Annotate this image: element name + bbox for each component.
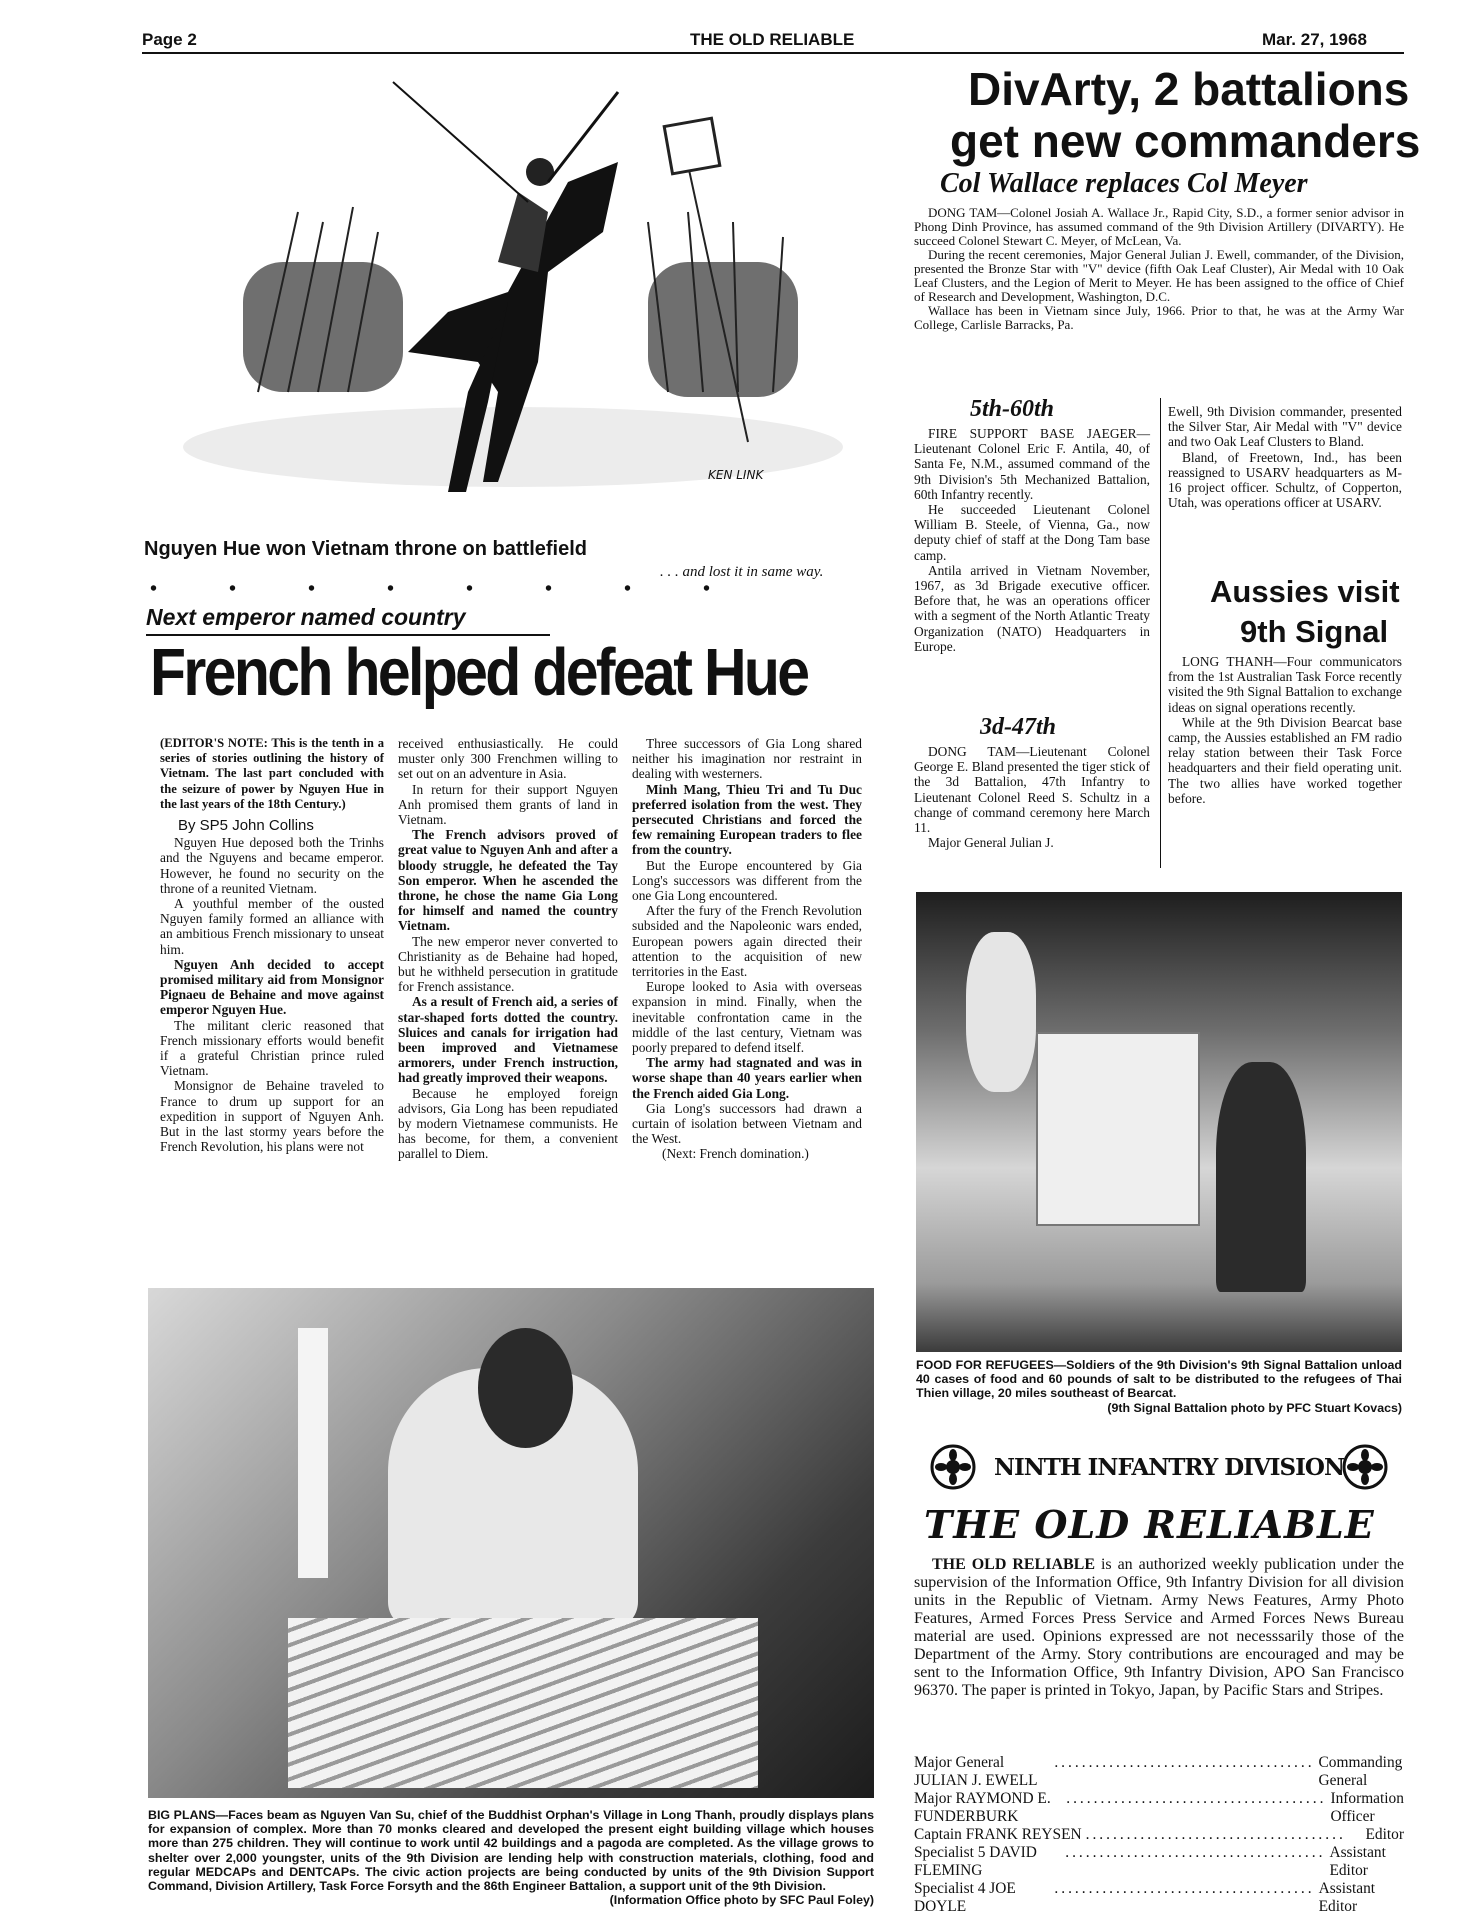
masthead-lead: THE OLD RELIABLE (932, 1556, 1096, 1573)
paper-name: THE OLD RELIABLE (690, 30, 855, 49)
byline: By SP5 John Collins (178, 817, 314, 835)
leader-dots: ...................................... (1054, 1880, 1315, 1897)
big-plans-caption-text: BIG PLANS—Faces beam as Nguyen Van Su, chief of the Buddhist Orphan's Village in Long Thanh, proudly displays plans for expansion of complex. More than 70 monks cleared and developed the present eight building village which houses more than 275 children. They will continue to work until 42 buildings and a pagoda are completed. As the village grows to shelter over 2,000 youngster, units of the 9th Division are lending help with construction materials, clothing, food and regular MEDCAPs and DENTCAPs. The civic action projects are being conducted by units of the 9th Division Support Command, Division Artillery, Task Force Forsyth and the 86th Engineer Battalion, a support unit of the 9th Division. (148, 1808, 874, 1894)
paragraph: While at the 9th Division Bearcat base camp, the Aussies established an FM radio relay station between their Task Force headquarters and their field operating unit. The two allies have worked together before. (1168, 714, 1402, 806)
cartoon-caption-tail: . . . and lost it in same way. (660, 564, 824, 580)
paragraph: The militant cleric reasoned that French missionary efforts would benefit if a grateful Christian prince ruled Vietnam. (160, 1017, 384, 1079)
paragraph: Nguyen Anh decided to accept promised military aid from Monsignor Pignaeu de Behaine and move against emperor Nguyen Hue. (160, 956, 384, 1018)
issue-date: Mar. 27, 1968 (1262, 30, 1367, 49)
division-banner (930, 1444, 1390, 1492)
leader-dots: ...................................... (1066, 1790, 1327, 1807)
staff-title: Information Officer (1330, 1790, 1404, 1825)
masthead-paragraph (914, 1556, 1404, 1700)
staff-row (914, 1826, 1404, 1844)
staff-name: Major General JULIAN J. EWELL (914, 1754, 1038, 1789)
photo-face (478, 1328, 573, 1448)
hue-column-3 (632, 736, 862, 1162)
aussies-headline-1: Aussies visit (1210, 574, 1400, 609)
masthead-title: THE OLD RELIABLE (924, 1502, 1375, 1547)
division-name: NINTH INFANTRY DIVISION (994, 1454, 1344, 1481)
refugee-caption (916, 1358, 1402, 1415)
divarty-column-right (1168, 404, 1402, 510)
staff-name: Major RAYMOND E. FUNDERBURK (914, 1790, 1051, 1825)
masthead-body (914, 1556, 1404, 1700)
paragraph: After the fury of the French Revolution subsided and the Napoleonic wars ended, European powers again directed their attention to the acquisition of new territories in the East. (632, 903, 862, 980)
staff-name: Specialist 4 JOE DOYLE (914, 1880, 1016, 1915)
story-headline: French helped defeat Hue (150, 635, 808, 710)
paragraph: Three successors of Gia Long shared neither his imagination nor restraint in dealing with westerners. (632, 736, 862, 782)
paragraph: Europe looked to Asia with overseas expansion in mind. Finally, when the inevitable confrontation came in the middle of the last century, Vietnam was poorly prepared to defend itself. (632, 979, 862, 1056)
paragraph: Gia Long's successors had drawn a curtain of isolation between Vietnam and the West. (632, 1100, 862, 1147)
column-rule (1160, 398, 1161, 868)
paragraph: In return for their support Nguyen Anh promised them grants of land in Vietnam. (398, 781, 618, 828)
photo-worker (966, 932, 1036, 1092)
leader-dots: ...................................... (1054, 1754, 1315, 1771)
cartoon-caption: Nguyen Hue won Vietnam throne on battlefield (144, 538, 587, 560)
paragraph: A youthful member of the ousted Nguyen family formed an alliance with an ambitious French missionary to unseat him. (160, 896, 384, 957)
big-plans-credit: (Information Office photo by SFC Paul Foley) (609, 1893, 874, 1908)
page-number: Page 2 (142, 30, 197, 49)
paragraph: DONG TAM—Lieutenant Colonel George E. Bland presented the tiger stick of the 3d Battalion, 47th Infantry to Lieutenant Colonel Reed S. Schultz in a change of command ceremony here March 11. (914, 744, 1150, 836)
paragraph: Bland, of Freetown, Ind., has been reassigned to USARV headquarters as M-16 project officer. Schultz, of Copperton, Utah, was operations officer at USARV. (1168, 449, 1402, 511)
photo-post (298, 1328, 328, 1578)
masthead-text: is an authorized weekly publication under the supervision of the Information Office, 9th Infantry Division for all division units in the Republic of Vietnam. Army News Features, Army Photo Features, Armed Forces Press Service and Armed Forces News Bureau material are used. Opinions expressed are not necesssarily those of the Department of the Army. Story contributions are encouraged and may be sent to the Information Office, 9th Infantry Division, APO San Francisco 96370. The paper is printed in Tokyo, Japan, by Pacific Stars and Stripes. (914, 1556, 1405, 1699)
hue-column-2 (398, 736, 618, 1162)
refugee-photo (916, 892, 1402, 1352)
big-plans-photo (148, 1288, 874, 1798)
divarty-headline-1: DivArty, 2 battalions (968, 63, 1410, 115)
big-plans-caption (148, 1808, 874, 1907)
refugee-caption-text: FOOD FOR REFUGEES—Soldiers of the 9th Division's 9th Signal Battalion unload 40 cases of food and 60 pounds of salt to be distributed to the refugees of Thai Thien village, 20 miles southeast of Bearcat. (916, 1358, 1402, 1401)
paragraph: Monsignor de Behaine traveled to France to drum up support for an expedition in support of Nguyen Anh. But in the last stormy years before the French Revolution, his plans were not (160, 1078, 384, 1155)
paragraph: Because he employed foreign advisors, Gia Long has been repudiated by modern Vietnamese communists. He has become, for them, a convenient parallel to Diem. (398, 1085, 618, 1162)
photo-plans (288, 1618, 758, 1788)
staff-row (914, 1754, 1404, 1790)
paragraph: Nguyen Hue deposed both the Trinhs and the Nguyens and became emperor. However, he found no security on the throne of a reunited Vietnam. (160, 835, 384, 896)
cartoonist-signature: KEN LINK (708, 468, 764, 482)
paragraph: received enthusiastically. He could muster only 300 Frenchmen willing to set out on an adventure in Asia. (398, 736, 618, 782)
staff-title: Assistant Editor (1318, 1880, 1376, 1915)
staff-title: Assistant Editor (1329, 1844, 1386, 1879)
paragraph: The new emperor never converted to Christianity as de Behaine had hoped, but he withheld persecution in gratitude for French assistance. (398, 933, 618, 995)
staff-name: Captain FRANK REYSEN (914, 1826, 1082, 1843)
division-patch-icon (930, 1444, 976, 1490)
divarty-headline-2: get new commanders (950, 115, 1421, 167)
paragraph: Wallace has been in Vietnam since July, 1966. Prior to that, he was at the Army War College, Carlisle Barracks, Pa. (914, 303, 1404, 332)
horseman-drawing (148, 62, 878, 522)
paragraph: Ewell, 9th Division commander, presented the Silver Star, Air Medal with "V" device and two Oak Leaf Clusters to Bland. (1168, 404, 1402, 450)
paragraph: The army had stagnated and was in worse shape than 40 years earlier when the French aided Gia Long. (632, 1055, 862, 1101)
paragraph: (Next: French domination.) (662, 1146, 809, 1162)
paragraph: Minh Mang, Thieu Tri and Tu Duc preferred isolation from the west. They persecuted Christians and forced the few remaining European traders to flee from the country. (632, 781, 862, 858)
staff-list (914, 1754, 1404, 1916)
paragraph: The French advisors proved of great value to Nguyen Anh and after a bloody struggle, he defeated the Tay Son emperor. When he ascended the throne, he chose the name Gia Long for himself and named the country Vietnam. (398, 827, 618, 934)
division-patch-icon (1342, 1444, 1388, 1490)
paragraph: During the recent ceremonies, Major General Julian J. Ewell, commander, of the Division, presented the Bronze Star with "V" device (fifth Oak Leaf Cluster), Air Medal with 10 Oak Leaf Clusters, and the Legion of Merit to Meyer. He has been assigned to the office of Chief of Research and Development, Washington, D.C. (914, 247, 1404, 304)
photo-soldier (1216, 1062, 1306, 1292)
staff-row (914, 1790, 1404, 1826)
divarty-column-left (914, 426, 1150, 654)
divarty-lead (914, 206, 1404, 332)
ornament-dots: •••••••• (150, 578, 783, 600)
staff-row (914, 1880, 1404, 1916)
divarty-subhead: Col Wallace replaces Col Meyer (940, 168, 1308, 199)
leader-dots: ...................................... (1065, 1844, 1326, 1861)
divarty-column-left-2 (914, 744, 1150, 850)
paragraph: FIRE SUPPORT BASE JAEGER—Lieutenant Colonel Eric F. Antila, 40, of Santa Fe, N.M., assumed command of the 9th Division's 5th Mechanized Battalion, 60th Infantry recently. (914, 426, 1150, 502)
paragraph: LONG THANH—Four communicators from the 1st Australian Task Force recently visited the 9th Signal Battalion to exchange ideas on signal operations recently. (1168, 654, 1402, 715)
hue-column-1 (160, 736, 384, 1154)
staff-name: Specialist 5 DAVID FLEMING (914, 1844, 1037, 1879)
story-kicker: Next emperor named country (146, 604, 466, 630)
staff-row (914, 1844, 1404, 1880)
refugee-credit: (9th Signal Battalion photo by PFC Stuart Kovacs) (1107, 1400, 1402, 1415)
paragraph: But the Europe encountered by Gia Long's successors was different from the one Gia Long encountered. (632, 857, 862, 904)
leader-dots: ...................................... (1085, 1826, 1346, 1843)
cartoon-illustration (148, 62, 878, 522)
paragraph: DONG TAM—Colonel Josiah A. Wallace Jr., Rapid City, S.D., a former senior advisor in Phong Dinh Province, has assumed command of the 9th Division Artillery (DIVARTY). He succeed Colonel Stewart C. Meyer, of McLean, Va. (914, 205, 1404, 248)
paragraph: Antila arrived in Vietnam November, 1967, as 3d Brigade executive officer. Before that, he was an operations officer with a segment of the North Atlantic Treaty Organization (NATO) Headquarters in Europe. (914, 562, 1150, 654)
editor-note: (EDITOR'S NOTE: This is the tenth in a series of stories outlining the history of Vietnam. The last part concluded with the seizure of power by Nguyen Hue in the last years of the 18th Century.) (160, 736, 384, 811)
staff-title: Editor (1365, 1826, 1404, 1843)
paragraph: He succeeded Lieutenant Colonel William B. Steele, of Vienna, Ga., now deputy chief of staff at the Dong Tam base camp. (914, 502, 1150, 563)
subhead-5th-60th: 5th-60th (970, 396, 1055, 422)
paragraph: Major General Julian J. (928, 835, 1054, 851)
paragraph: As a result of French aid, a series of star-shaped forts dotted the country. Sluices and canals for irrigation had been improved and Vietnamese armorers, under French instruction, had greatly improved their weapons. (398, 994, 618, 1086)
photo-crates (1036, 1032, 1200, 1226)
header-rule (142, 52, 1404, 54)
aussies-headline-2: 9th Signal (1240, 614, 1389, 649)
staff-title: Commanding General (1318, 1754, 1403, 1789)
subhead-3d-47th: 3d-47th (980, 714, 1057, 740)
aussies-column (1168, 654, 1402, 806)
